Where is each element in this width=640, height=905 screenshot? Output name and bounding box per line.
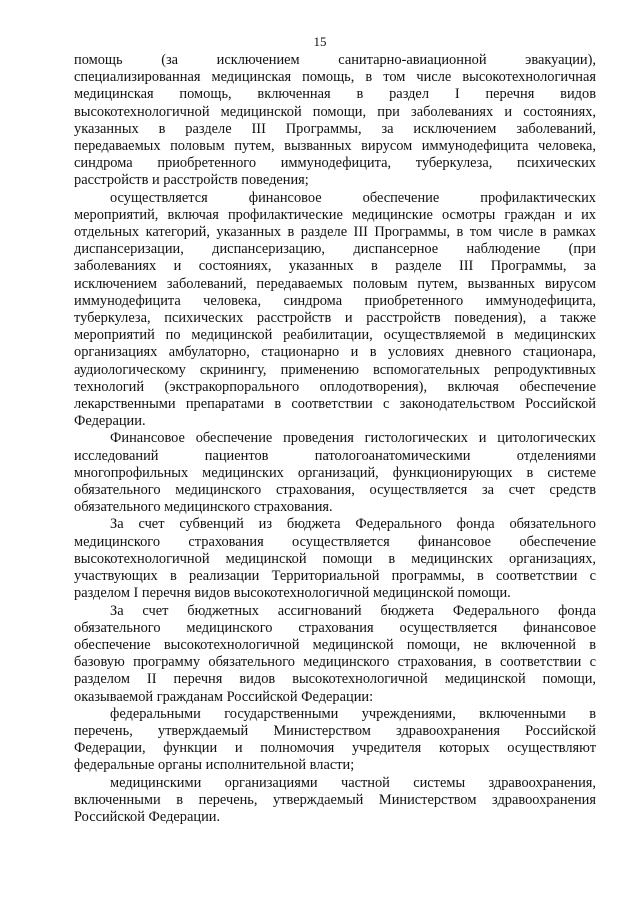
text-line: высокотехнологичной медицинской помощи в медицинских организациях,	[74, 550, 596, 567]
text-line: специализированная медицинская помощь, в том числе высокотехнологичная	[74, 69, 596, 86]
text-line: обязательного медицинского страхования осуществляется финансовое	[74, 619, 596, 636]
text-line: исследований пациентов патологоанатомическими отделениями	[74, 447, 596, 464]
text-line: синдрома приобретенного иммунодефицита, туберкулеза, психических	[74, 155, 596, 172]
text-line: включенными в перечень, утверждаемый Министерством здравоохранения	[74, 791, 596, 808]
text-line: указанных в разделе III Программы, за исключением заболеваний,	[74, 120, 596, 137]
text-line: Федерации, функции и полномочия учредителя которых осуществляют	[74, 740, 596, 757]
text-line: заболеваниях и состояниях, указанных в разделе III Программы, за	[74, 258, 596, 275]
document-body-text	[74, 52, 596, 826]
text-line: медицинскими организациями частной системы здравоохранения,	[110, 774, 596, 791]
text-line: диспансеризации, диспансеризацию, диспансерное наблюдение (при	[74, 241, 596, 258]
text-line: перечень, утверждаемый Министерством здравоохранения Российской	[74, 722, 596, 739]
text-line: отдельных категорий, указанных в разделе III Программы, в том числе в рамках	[74, 224, 596, 241]
text-line: исключением заболеваний, передаваемых половым путем, вызванных вирусом	[74, 275, 596, 292]
text-line: передаваемых половым путем, вызванных вирусом иммунодефицита человека,	[74, 138, 596, 155]
text-line: федеральные органы исполнительной власти;	[74, 757, 355, 774]
text-line: Российской Федерации.	[74, 808, 221, 825]
text-line: медицинского страхования осуществляется финансовое обеспечение	[74, 533, 596, 550]
text-line: базовую программу обязательного медицинского страхования, в соответствии с	[74, 654, 596, 671]
text-line: мероприятий по медицинской реабилитации, осуществляемой в медицинских	[74, 327, 596, 344]
text-line: Финансовое обеспечение проведения гистологических и цитологических	[110, 430, 596, 447]
text-line: организациях амбулаторно, стационарно и в условиях дневного стационара,	[74, 344, 596, 361]
text-line: обязательного медицинского страхования, осуществляется за счет средств	[74, 482, 596, 499]
text-line: высокотехнологичной медицинской помощи, при заболеваниях и состояниях,	[74, 103, 596, 120]
text-line: Федерации.	[74, 413, 146, 430]
text-line: разделом I перечня видов высокотехнологичной медицинской помощи.	[74, 585, 511, 602]
text-line: осуществляется финансовое обеспечение профилактических	[110, 189, 596, 206]
text-line: помощь (за исключением санитарно-авиационной эвакуации),	[74, 52, 596, 68]
text-line: мероприятий, включая профилактические медицинские осмотры граждан и их	[74, 206, 596, 223]
text-line: разделом II перечня видов высокотехнологичной медицинской помощи,	[74, 671, 596, 688]
text-line: медицинская помощь, включенная в раздел I перечня видов	[74, 86, 596, 103]
text-line: федеральными государственными учреждениями, включенными в	[110, 705, 596, 722]
text-line: За счет бюджетных ассигнований бюджета Федерального фонда	[110, 602, 596, 619]
text-line: многопрофильных медицинских организаций, функционирующих в системе	[74, 464, 596, 481]
text-line: оказываемой гражданам Российской Федерации:	[74, 688, 374, 705]
text-line: расстройств и расстройств поведения;	[74, 172, 309, 189]
text-line: лекарственными препаратами в соответствии с законодательством Российской	[74, 396, 596, 413]
page-number: 15	[313, 34, 327, 49]
text-line: За счет субвенций из бюджета Федерального фонда обязательного	[110, 516, 596, 533]
text-line: иммунодефицита человека, синдрома приобретенного иммунодефицита,	[74, 292, 596, 309]
text-line: обеспечение высокотехнологичной медицинской помощи, не включенной в	[74, 636, 596, 653]
text-line: туберкулеза, психических расстройств и расстройств поведения), а также	[74, 310, 596, 327]
text-line: обязательного медицинского страхования.	[74, 499, 333, 516]
text-line: аудиологическому скринингу, применению вспомогательных репродуктивных	[74, 361, 596, 378]
text-line: участвующих в реализации Территориальной программы, в соответствии с	[74, 568, 596, 585]
text-line: технологий (экстракорпорального оплодотворения), включая обеспечение	[74, 378, 596, 395]
